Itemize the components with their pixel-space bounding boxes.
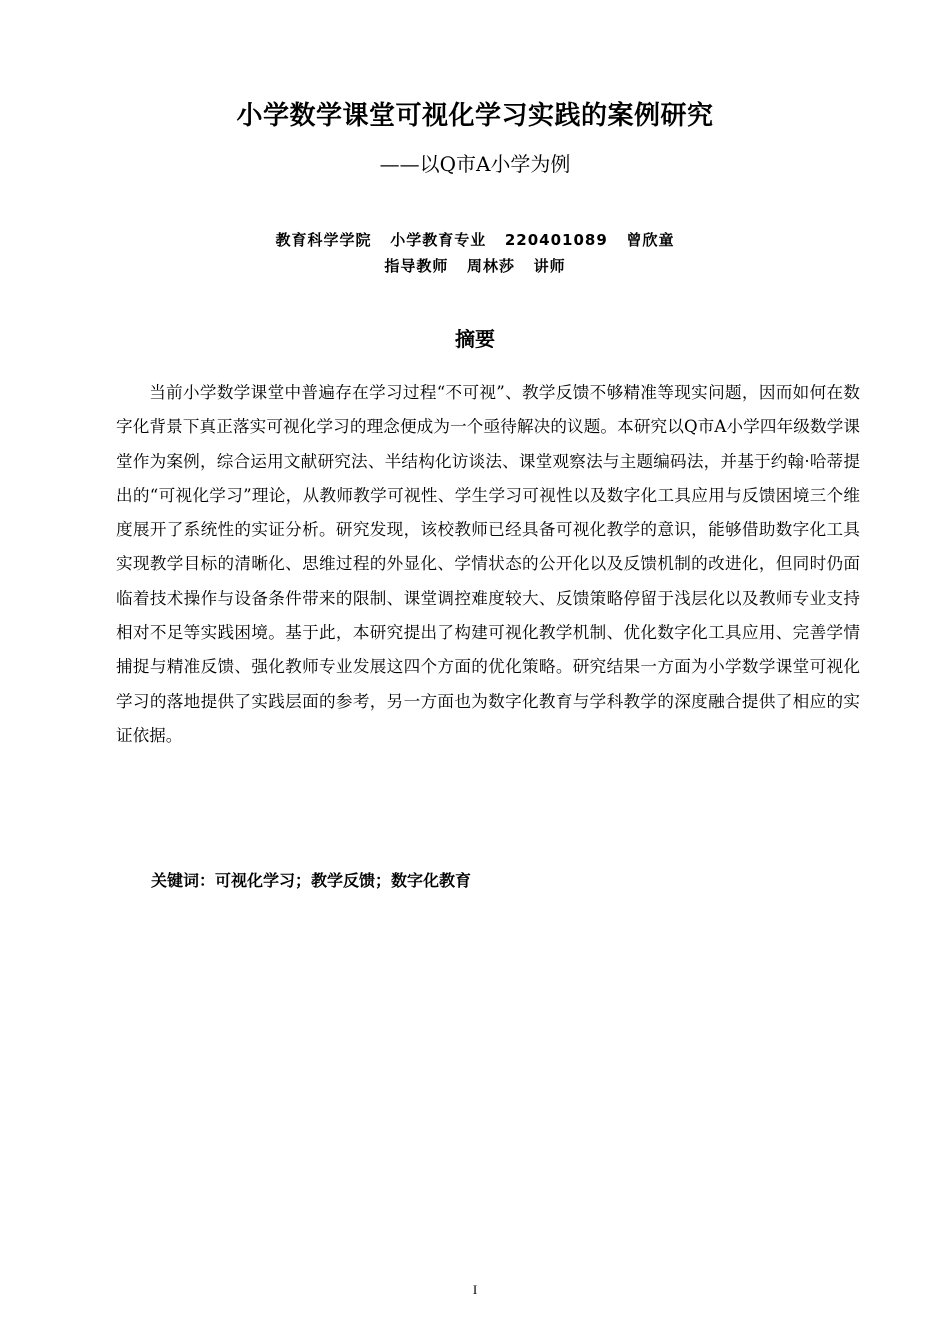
page-number: I [472, 1282, 478, 1297]
abstract-heading: 摘要 [455, 327, 495, 351]
advisor-info-line: 指导教师 周林莎 讲师 [384, 257, 566, 275]
paper-subtitle: ——以Q市A小学为例 [379, 152, 571, 176]
keywords-line: 关键词：可视化学习；教学反馈；数字化教育 [151, 871, 472, 890]
author-info-line: 教育科学学院 小学教育专业 220401089 曾欣童 [275, 231, 675, 249]
abstract-body: 当前小学数学课堂中普遍存在学习过程“不可视”、教学反馈不够精准等现实问题，因而如何在数字化背景下真正落实可视化学习的理念便成为一个亟待解决的议题。本研究以Q市A小学四年级数学课堂作为案例，综合运用文献研究法、半结构化访谈法、课堂观察法与主题编码法，并基于约翰·哈蒂提出的“可视化学习”理论，从教师教学可视性、学生学习可视性以及数字化工具应用与反馈困境三个维度展开了系统性的实证分析。研究发现，该校教师已经具备可视化教学的意识，能够借助数字化工具实现教学目标的清晰化、思维过程的外显化、学情状态的公开化以及反馈机制的改进化，但同时仍面临着技术操作与设备条件带来的限制、课堂调控难度较大、反馈策略停留于浅层化以及教师专业支持相对不足等实践困境。基于此，本研究提出了构建可视化教学机制、优化数字化工具应用、完善学情捕捉与精准反馈、强化教师专业发展这四个方面的优化策略。研究结果一方面为小学数学课堂可视化学习的落地提供了实践层面的参考，另一方面也为数字化教育与学科教学的深度融合提供了相应的实证依据。 [116, 383, 860, 745]
paper-title: 小学数学课堂可视化学习实践的案例研究 [236, 101, 714, 131]
